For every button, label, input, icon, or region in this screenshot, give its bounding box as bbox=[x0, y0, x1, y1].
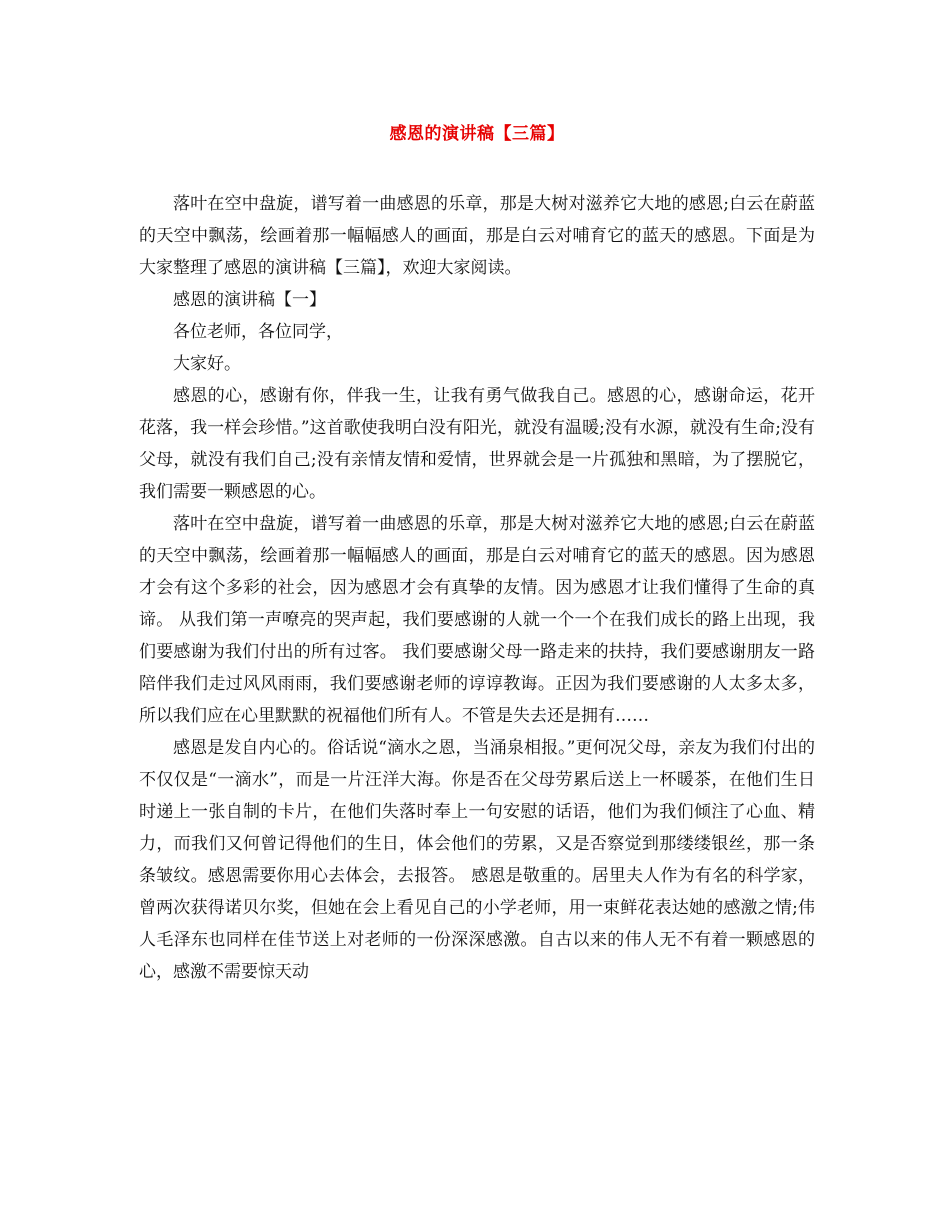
salutation-line: 各位老师，各位同学， bbox=[173, 322, 343, 342]
section-heading-one: 感恩的演讲稿【一】 bbox=[173, 290, 326, 310]
intro-paragraph: 落叶在空中盘旋，谱写着一曲感恩的乐章，那是大树对滋养它大地的感恩;白云在蔚蓝的天空中飘荡，绘画着那一幅幅感人的画面，那是白云对哺育它的蓝天的感恩。下面是为大家整理了感恩的演讲稿【三篇】，欢迎大家阅读。 bbox=[139, 194, 815, 278]
body-paragraph: 感恩是发自内心的。俗话说“滴水之恩，当涌泉相报。”更何况父母，亲友为我们付出的不仅仅是“一滴水”，而是一片汪洋大海。你是否在父母劳累后送上一杯暖茶，在他们生日时递上一张自制的卡片，在他们失落时奉上一句安慰的话语，他们为我们倾注了心血、精力，而我们又何曾记得他们的生日，体会他们的劳累，又是否察觉到那缕缕银丝，那一条条皱纹。感恩需要你用心去体会，去报答。 感恩是敬重的。居里夫人作为有名的科学家，曾两次获得诺贝尔奖，但她在会上看见自己的小学老师，用一束鲜花表达她的感激之情;伟人毛泽东也同样在佳节送上对老师的一份深深感激。自古以来的伟人无不有着一颗感恩的心，感激不需要惊天动 bbox=[139, 738, 815, 982]
document-title: 感恩的演讲稿【三篇】 bbox=[389, 124, 565, 144]
greeting-line: 大家好。 bbox=[173, 354, 241, 374]
body-paragraph: 落叶在空中盘旋，谱写着一曲感恩的乐章，那是大树对滋养它大地的感恩;白云在蔚蓝的天空中飘荡，绘画着那一幅幅感人的画面，那是白云对哺育它的蓝天的感恩。因为感恩才会有这个多彩的社会，因为感恩才会有真挚的友情。因为感恩才让我们懂得了生命的真谛。 从我们第一声嘹亮的哭声起，我们要感谢的人就一个一个在我们成长的路上出现，我们要感谢为我们付出的所有过客。 我们要感谢父母一路走来的扶持，我们要感谢朋友一路陪伴我们走过风风雨雨，我们要感谢老师的谆谆教诲。正因为我们要感谢的人太多太多，所以我们应在心里默默的祝福他们所有人。不管是失去还是拥有…… bbox=[139, 514, 815, 726]
body-paragraph: 感恩的心，感谢有你，伴我一生，让我有勇气做我自己。感恩的心，感谢命运，花开花落，我一样会珍惜。”这首歌使我明白没有阳光，就没有温暖;没有水源，就没有生命;没有父母，就没有我们自己;没有亲情友情和爱情，世界就会是一片孤独和黑暗，为了摆脱它，我们需要一颗感恩的心。 bbox=[139, 386, 815, 502]
document-body bbox=[139, 188, 815, 988]
